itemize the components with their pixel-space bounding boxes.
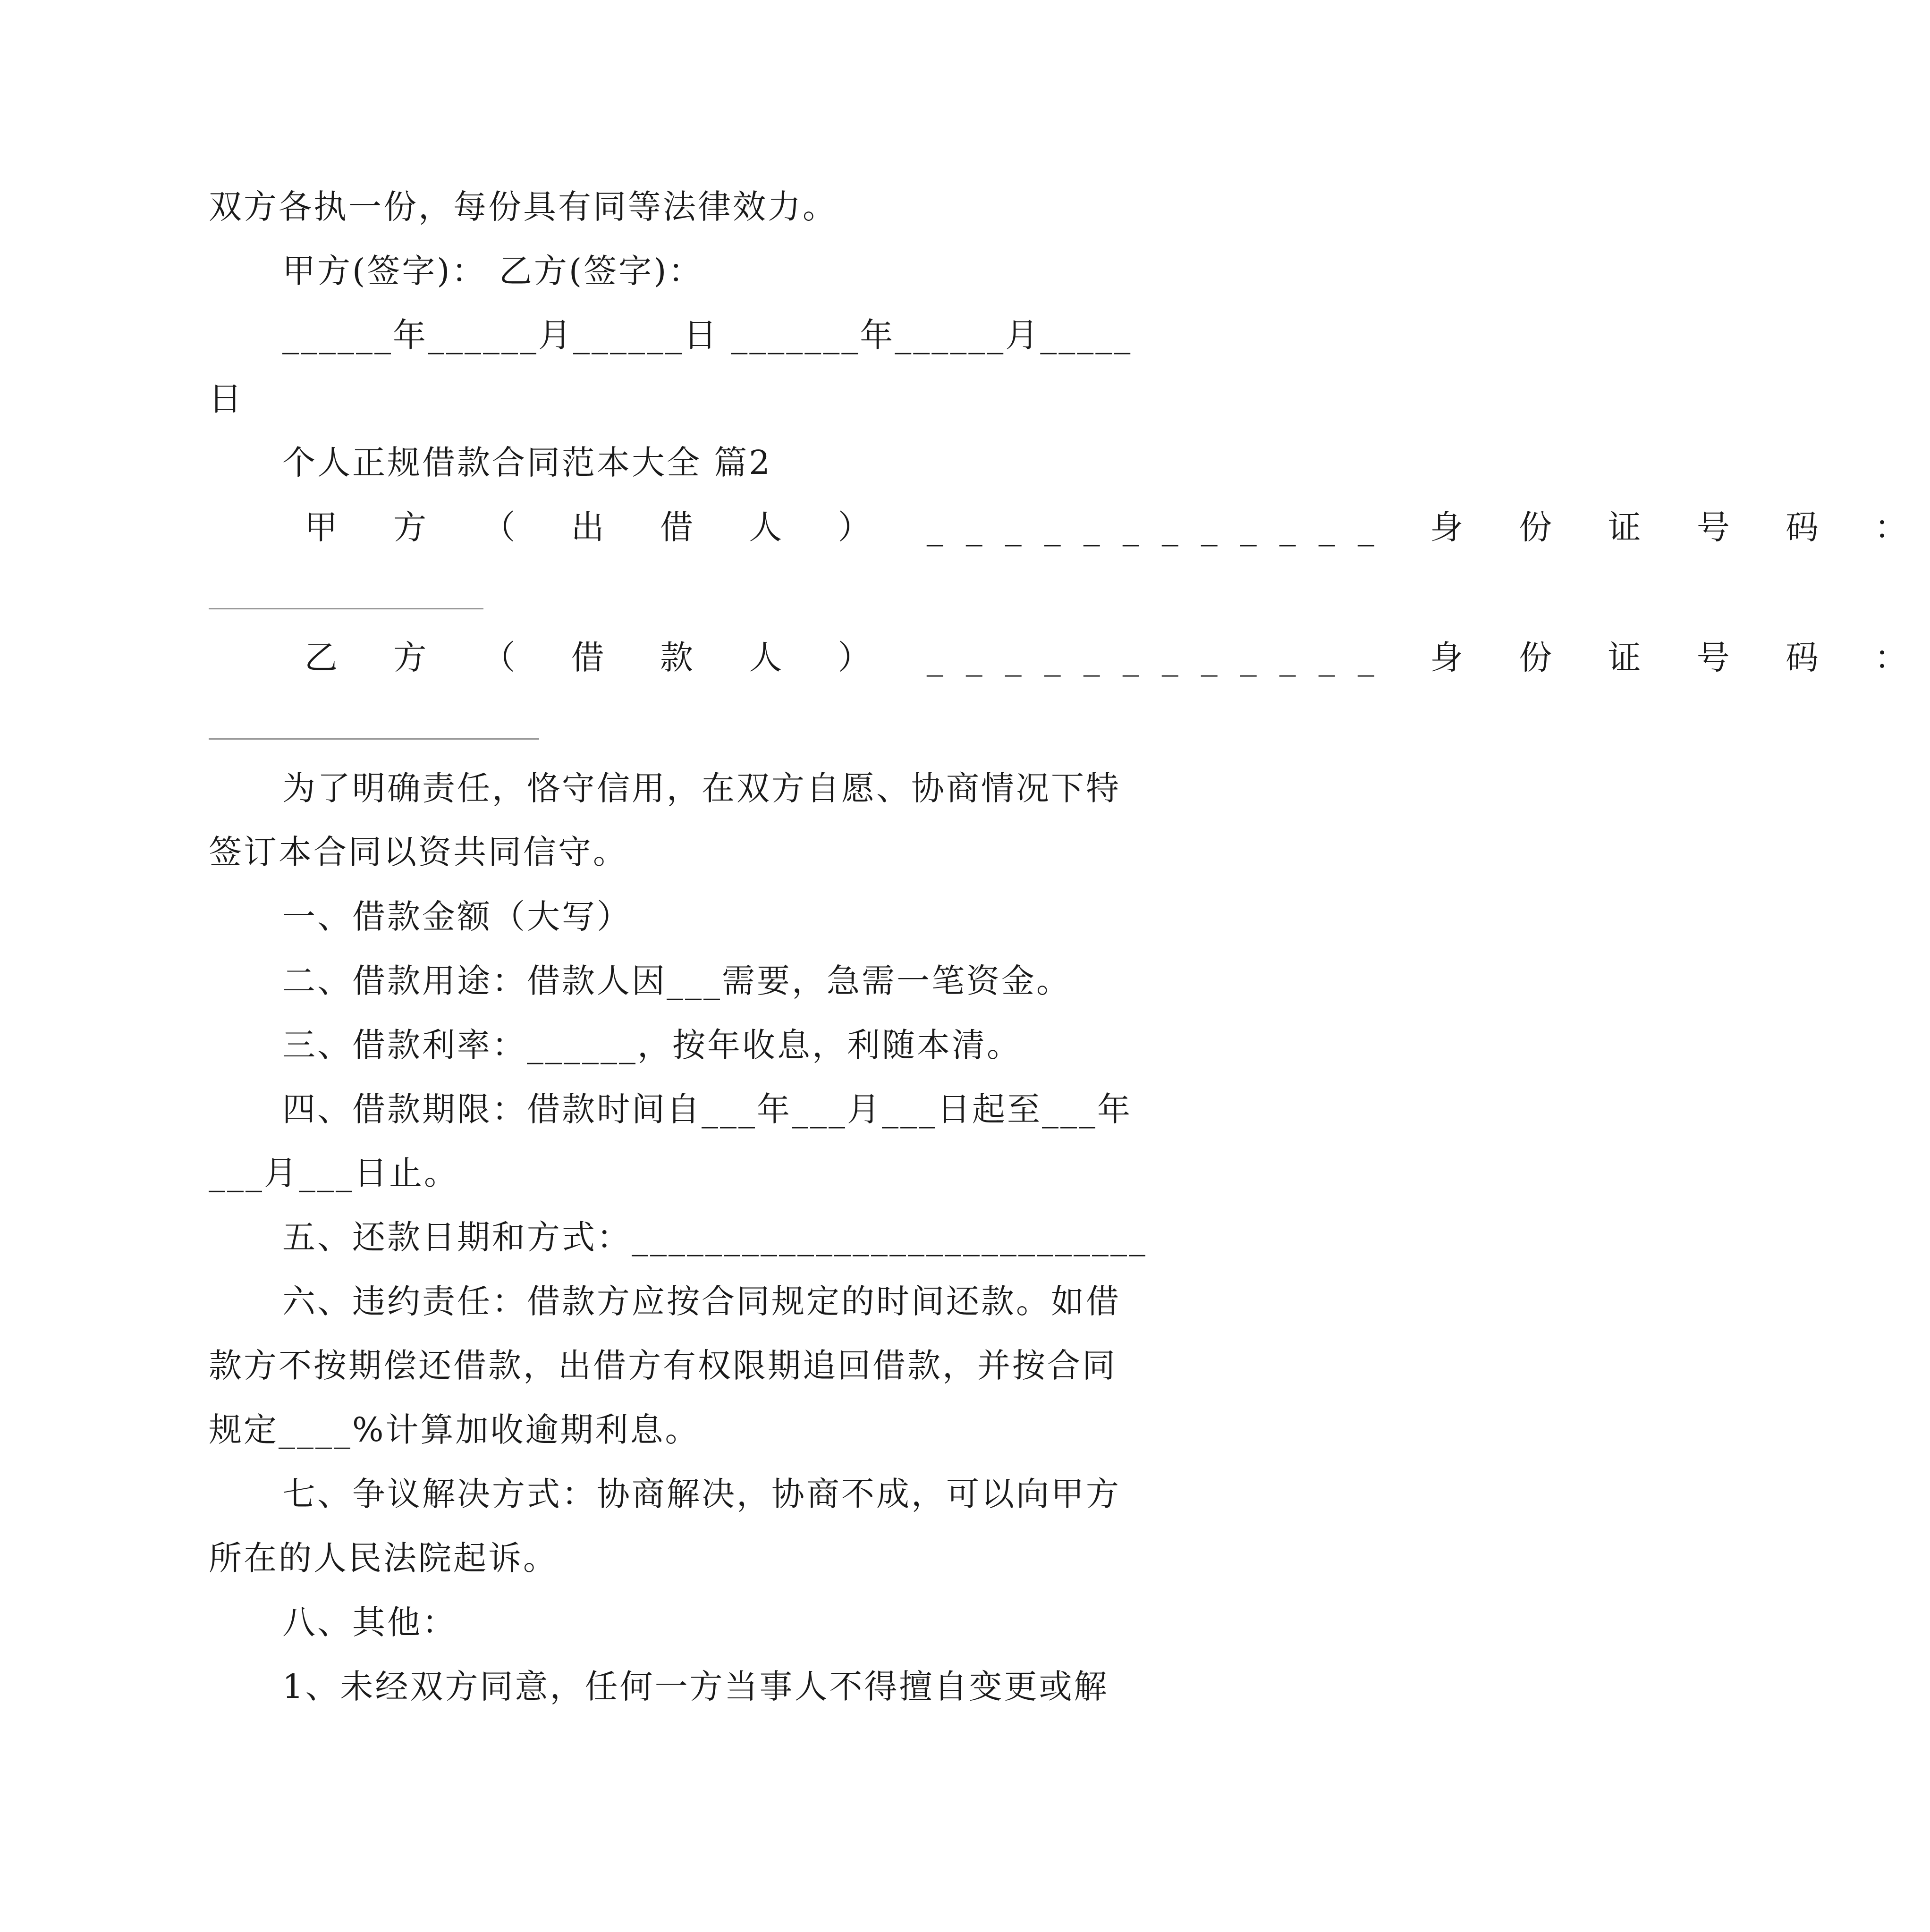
clause-line: 二、借款用途：借款人因___需要，急需一笔资金。 <box>282 962 1071 1000</box>
clause-line: 三、借款利率：______，按年收息，利随本清。 <box>282 1026 1022 1064</box>
paragraph-line: 双方各执一份，每份具有同等法律效力。 <box>209 187 838 226</box>
paragraph-line: 所在的人民法院起诉。 <box>209 1539 558 1578</box>
section-heading: 个人正规借款合同范本大全 篇2 <box>282 443 772 482</box>
clause-line: 一、借款金额（大写） <box>282 897 632 936</box>
clause-line: 1、未经双方同意，任何一方当事人不得擅自变更或解 <box>282 1667 1109 1706</box>
paragraph-line: 为了明确责任，恪守信用，在双方自愿、协商情况下特 <box>282 769 1121 808</box>
date-blanks-line: ______年______月______日 _______年______月_____ <box>282 316 1133 354</box>
clause-line: 六、违约责任：借款方应按合同规定的时间还款。如借 <box>282 1282 1121 1321</box>
blank-underline <box>209 608 483 609</box>
paragraph-line: 日 <box>209 380 244 418</box>
party-b-line: 乙 方 （ 借 款 人 ） ____________ 身 份 证 号 码 ： <box>305 638 1930 677</box>
paragraph-line: 款方不按期偿还借款，出借方有权限期追回借款，并按合同 <box>209 1346 1117 1385</box>
clause-line: 八、其他： <box>282 1603 457 1642</box>
clause-line: 五、还款日期和方式：____________________________ <box>282 1218 1147 1257</box>
blank-underline <box>209 738 539 740</box>
paragraph-line: ___月___日止。 <box>209 1154 459 1192</box>
party-a-line: 甲 方 （ 出 借 人 ） ____________ 身 份 证 号 码 ： <box>305 508 1930 547</box>
paragraph-line: 签订本合同以资共同信守。 <box>209 833 628 871</box>
signature-line: 甲方(签字)： 乙方(签字)： <box>282 252 703 290</box>
paragraph-line: 规定____%计算加收逾期利息。 <box>209 1410 700 1449</box>
clause-line: 七、争议解决方式：协商解决，协商不成，可以向甲方 <box>282 1475 1121 1513</box>
clause-line: 四、借款期限：借款时间自___年___月___日起至___年 <box>282 1090 1132 1129</box>
